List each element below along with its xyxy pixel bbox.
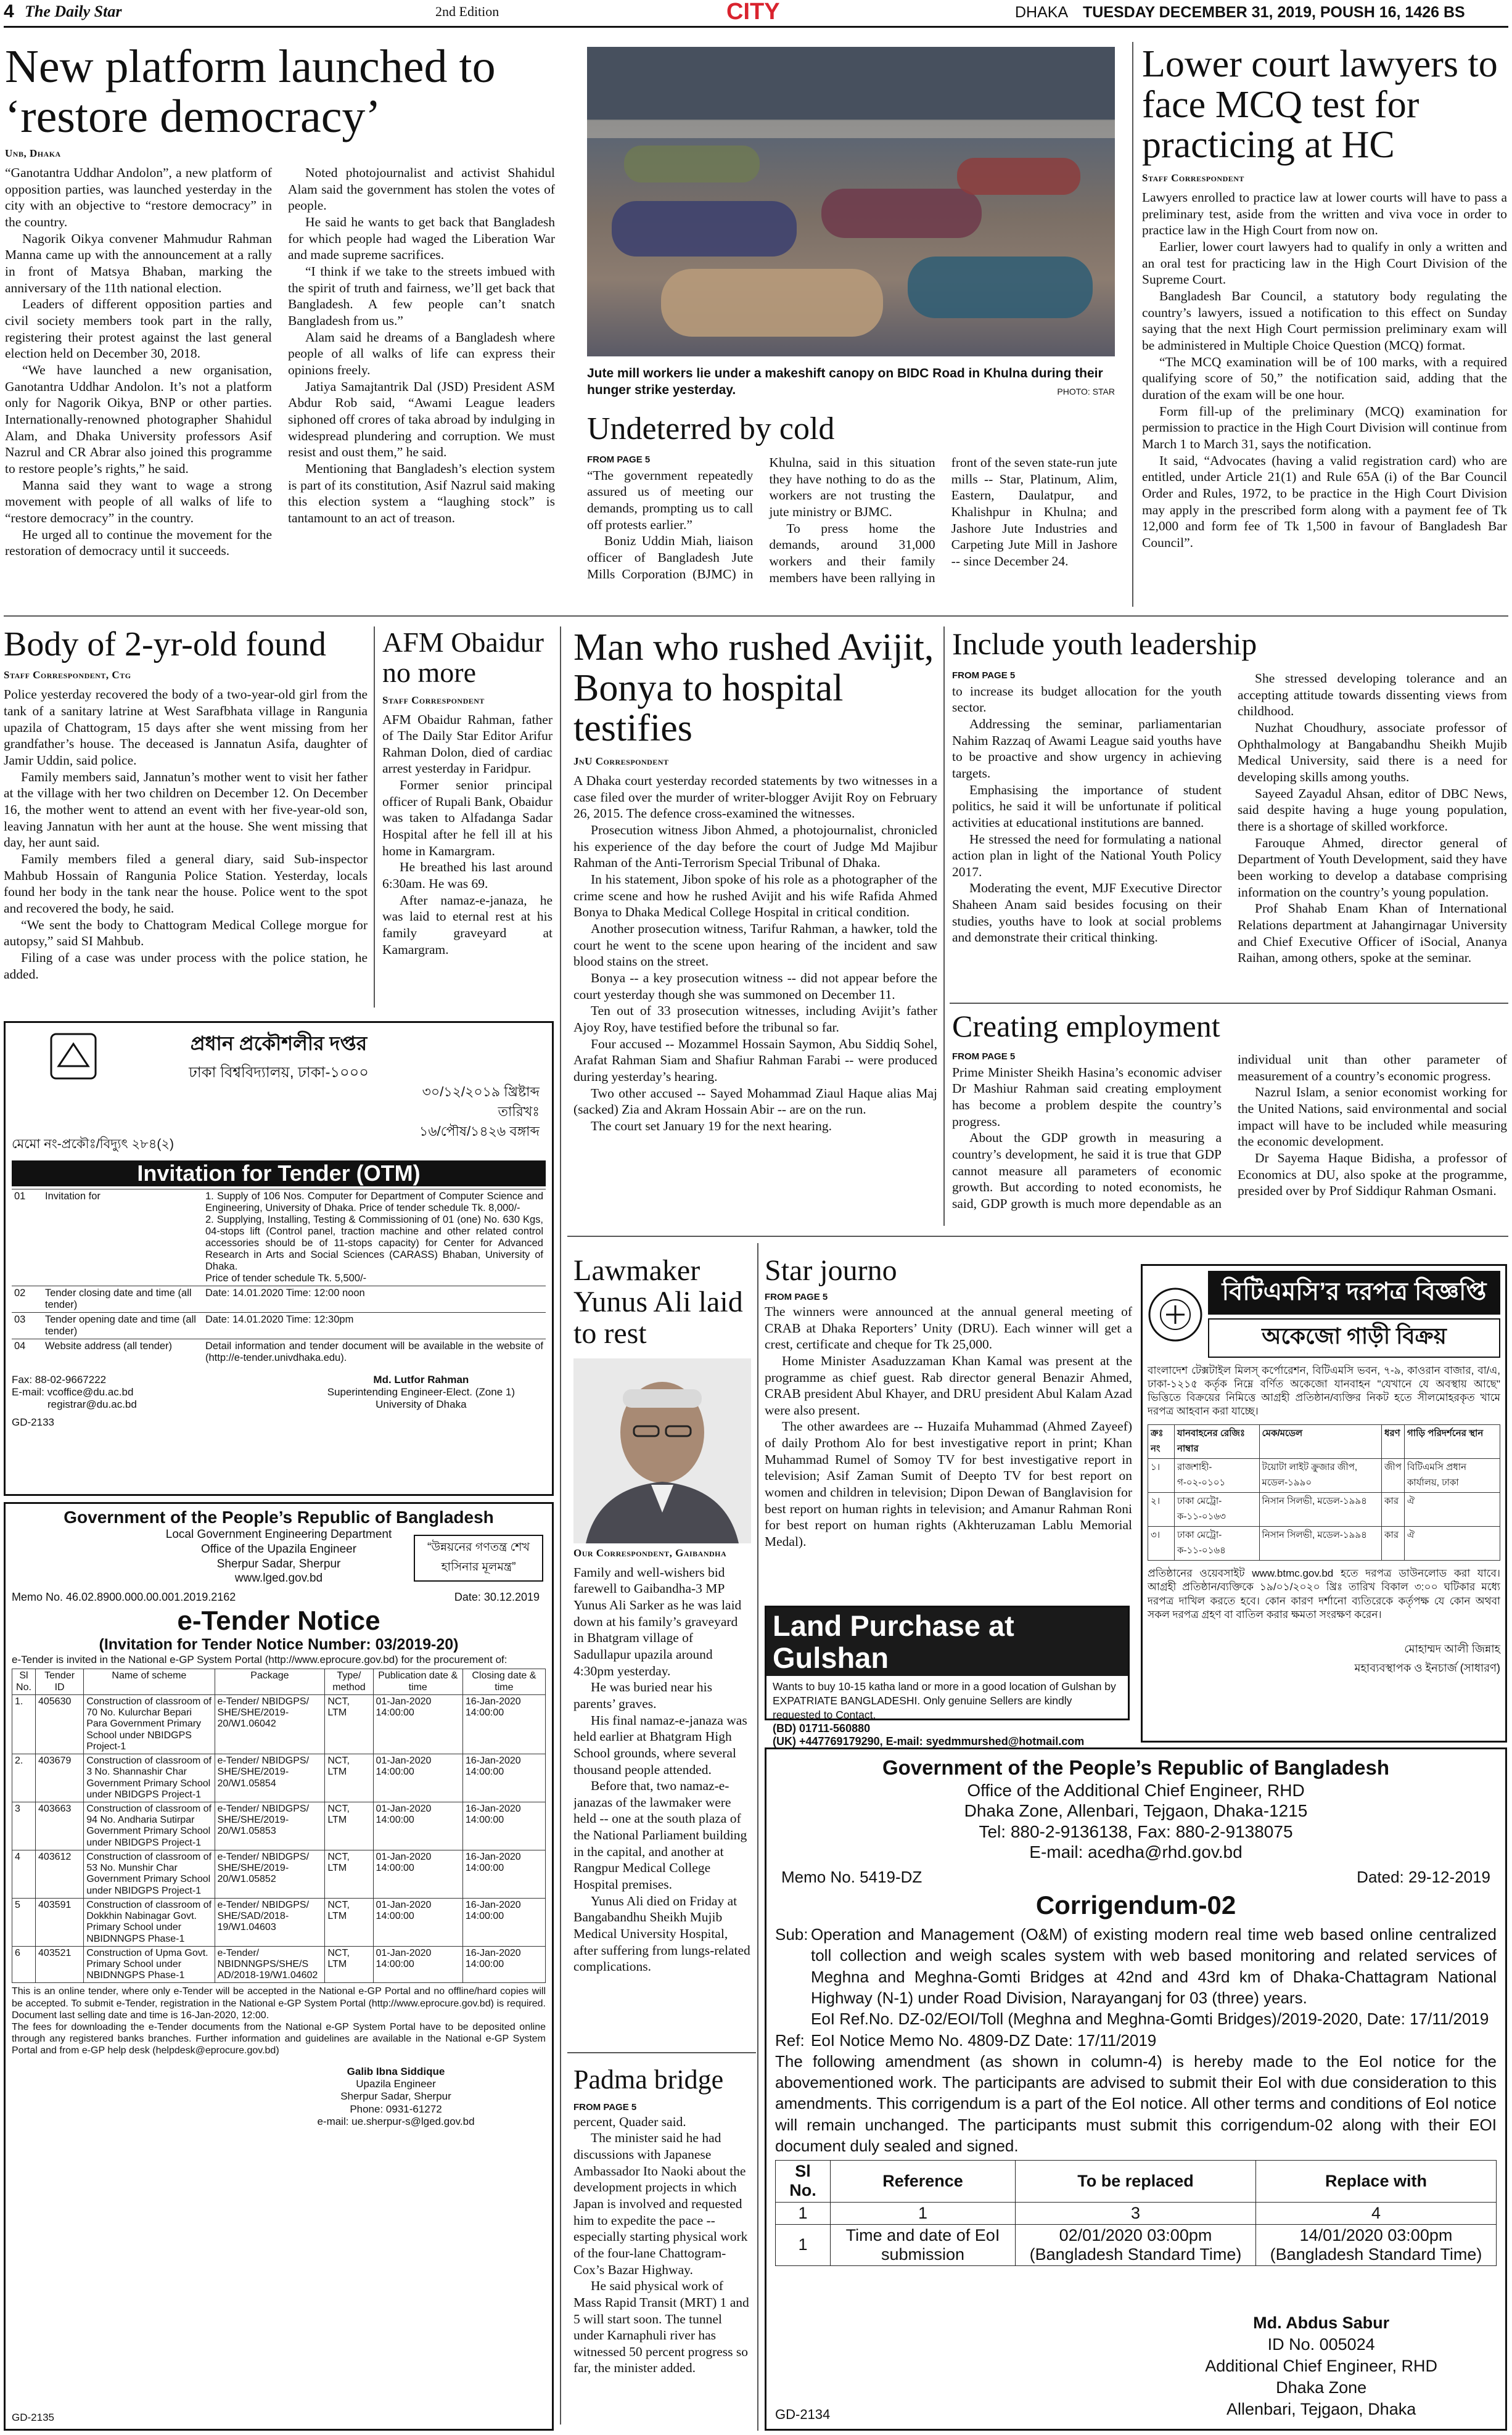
headline: AFM Obaidur no more: [382, 628, 544, 688]
notice-title: e-Tender Notice: [177, 1606, 380, 1636]
headline: Man who rushed Avijit, Bonya to hospital testifies: [573, 628, 934, 750]
memo-no: Memo No. 46.02.8900.000.00.001.2019.2162: [12, 1591, 236, 1603]
article-body: percent, Quader said. The minister said he had discussions with Japanese Ambassador Ito Naoki about the development projects in which Japan is involved and requested him to expedite the pace -- especially starting physical work of the four-lane Chattogram-Cox’s Bazar Highway. He said physical work of Mass Rapid Transit (MRT) 1 and 5 will start soon. The tunnel under Karnaphuli river has witnessed 50 percent progress so far, the minister added.: [573, 2114, 749, 2376]
table-cell: NCT, LTM: [325, 1802, 373, 1850]
article-body: AFM Obaidur Rahman, father of The Daily Star Editor Arifur Rahman Dolon, died of cardiac arrest yesterday in Faridpur. Former senior principal officer of Rupali Bank, Obaidur was taken to Alfadanga Sadar Hospital after he fell ill at his home in Kamargram. He breathed his last around 6:30am. He was 69. After namaz-e-janaza, he was laid to eternal rest at his family graveyard at Kamargram.: [382, 712, 553, 957]
ad-text-2: প্রতিষ্ঠানের ওয়েবসাইট www.btmc.gov.bd হতে দরপত্র ডাউনলোড করা যাবে। আগ্রহী প্রতিষ্ঠান/ব্যক্তিকে ১৯/০১/২০২০ খ্রিঃ তারিখ বিকাল ৩:০০ ঘটিকার মধ্যে দরপত্র দাখিল করতে হবে। কোন কারণ দর্শানো ব্যতিরেকে কর্তৃপক্ষ যে কোন অথবা সকল দরপত্র গ্রহণ বা বাতিল করার ক্ষমতা সংরক্ষণ করেন।: [1148, 1567, 1500, 1620]
table-cell: ২।: [1148, 1493, 1175, 1527]
notice-subtitle: (Invitation for Tender Notice Number: 03/2019-20): [99, 1636, 459, 1654]
table-cell: Construction of classroom of Dokkhin Nabinagar Govt. Primary School under NBIDNNGPS Phase-1: [84, 1898, 215, 1946]
land-purchase-ad: [765, 1606, 1130, 1747]
rhd-corrigendum-ad: Government of the People’s Republic of Bangladesh Office of the Additional Chief Engineer, RHD Dhaka Zone, Allenbari, Tejgaon, Dhaka-1215 Tel: 880-2-9136138, Fax: 880-2-9138075 E-mail: acedha@rhd.gov.bd Memo No. 5419-DZ Dated: 29-12-2019 Corrigendum-02 Sub: Operation and Management (O&M) of existing modern real time web based online centralized toll collection and weigh scales system with web based monitoring and related services of Meghna and Meghna-Gomti Bridges at 42nd and 43rd km of Dhaka-Chattagram National Highway (N-1) under Road Division, Narayanganj for 03 (three) years. EoI Ref.No. DZ-02/EOI/Toll (Meghna and Meghna-Gomti Bridges)/2019-2020, Date: 17/11/2019 Ref: EoI Notice Memo No. 4809-DZ Date: 17/11/2019 The following amendment (as shown in column-4) is hereby made to the EoI notice for the abovementioned work. The participants are advised to submit their EoI with due consideration to this amendments. This corrigendum is a part of the EoI notice. All other terms and conditions of EoI notice will remain unchanged. The participants must submit this corrigendum-02 along with their EOI document duly sealed and signed. Sl No. Reference To be replaced Replace with 1 1 3 4 1 Time and date of EoI submission 02/01/2020 03:00pm (Bangladesh Standard Time) 14/01/2020 03:00pm (Bangladesh Standard Time) Md. Abdus Sabur ID No. 005024 Additional Chief Engineer, RHD Dhaka Zone Allenbari, Tejgaon, Dhaka GD-2134: [765, 1747, 1507, 2431]
ad-text: বাংলাদেশ টেক্সটাইল মিলস্ কর্পোরেশন, বিটিএমসি ভবন, ৭-৯, কাওরান বাজার, বা/এ, ঢাকা-১২১৫ কর্তৃক নিম্নে বর্ণিত অকেজো যানবাহন "যেখানে যে অবস্থায় আছে" ভিত্তিতে বিক্রয়ের নিমিত্তে আগ্রহী প্রতিষ্ঠান/ব্যক্তির নিকট হতে সীলমোহরকৃত খামে দরপত্র আহবান করা যাচ্ছে।: [1148, 1365, 1500, 1418]
table-cell: 16-Jan-2020 14:00:00: [462, 1694, 545, 1754]
table-row: [12, 1898, 546, 1946]
photo-caption: Jute mill workers lie under a makeshift canopy on BIDC Road in Khulna during their hunger strike yesterday. PHOTO: STAR: [587, 366, 1115, 398]
ad-title: Land Purchase at Gulshan: [766, 1608, 1128, 1676]
article-star-journo: [765, 1255, 1132, 1613]
section-name: CITY: [726, 0, 780, 25]
column-header: গাড়ি পরিদর্শনের স্থান: [1404, 1425, 1500, 1459]
notice-title: Invitation for Tender (OTM): [12, 1160, 546, 1186]
notice-body: The following amendment (as shown in column-4) is hereby made to the EoI notice for the abovementioned work. The participants are advised to submit their EoI with due consideration to this amendments. This corrigendum is a part of the EoI notice. All other terms and conditions of EoI notice will remain unchanged. The participants must submit this corrigendum-02 along with their EOI document duly sealed and signed.: [775, 2051, 1497, 2156]
row-label: Invitation for: [45, 1191, 101, 1202]
table-cell: ঐ: [1404, 1527, 1500, 1561]
from-page: FROM PAGE 5: [573, 2101, 637, 2113]
byline: Staff Correspondent: [1142, 172, 1244, 184]
table-row: [12, 1694, 546, 1754]
du-tender-ad: প্রধান প্রকৌশলীর দপ্তর ঢাকা বিশ্ববিদ্যালয়, ঢাকা-১০০০ ৩০/১২/২০১৯ খ্রিষ্টাব্দ তারিখঃ ১৬/পৌষ/১৪২৬ বঙ্গাব্দ মেমো নং-প্রকৌঃ/বিদ্যুৎ ২৮৪(২) Invitation for Tender (OTM) 01 Invitation for 1. Supply of 106 Nos. Computer for Department of Computer Science and Engineering, University of Dhaka. Price of tender schedule Tk. 8,000/- 2. Supplying, Installing, Testing & Commissioning of 01 (one) No. 630 Kgs, 04-stops lift (Control panel, traction machine and other related control accessories should be of 11-stops capacity) for Center for Advanced Research in Arts and Social Sciences (CARASS) Bhaban, University of Dhaka. Price of tender schedule Tk. 5,500/- 02 Tender closing date and time (all tender) Date: 14.01.2020 Time: 12:00 noon 03 Tender opening date and time (all tender) Date: 14.01.2020 Time: 12:30pm 04 Website address (all tender) Detail information and tender document will be available in the website of (http://e-tender.univdhaka.edu). Fax: 88-02-9667222 E-mail: vcoffice@du.ac.bd registrar@du.ac.bd GD-2133 Md. Lutfor Rahman Superintending Engineer-Elect. (Zone 1) University of Dhaka: [4, 1021, 554, 1496]
column-header: ক্রঃ নং: [1148, 1425, 1175, 1459]
article-body: A Dhaka court yesterday recorded statements by two witnesses in a case filed over the murder of writer-blogger Avijit Roy on February 26, 2015. The defence cross-examined the witnesses. Prosecution witness Jibon Ahmed, a photojournalist, chronicled his experience of the day before the court of Judge Md Majibur Rahman of the Anti-Terrorism Special Tribunal of Dhaka. In his statement, Jibon spoke of his role as a photographer of the crime scene and how he rushed Avijit and his wife Rafida Ahmed Bonya to Dhaka Medical College Hospital in critical condition. Another prosecution witness, Tarifur Rahman, a hawker, told the court he went to the scene upon hearing of the incident and saw blood stains on the street. Bonya -- a key prosecution witness -- did not appear before the court yesterday though she was summoned on December 11. Ten out of 33 prosecution witnesses, including Avijit’s father Ajoy Roy, have testified before the tribunal so far. Four accused -- Mozammel Hossain Saymon, Abu Siddiq Sohel, Arafat Rahman Siam and Shafiur Rahman Farabi -- were produced during yesterday’s hearing. Two other accused -- Sayed Mohammad Ziaul Haque alias Maj (sacked) Zia and Akram Hossain Abir -- are on the run. The court set January 19 for the next hearing.: [573, 773, 937, 1133]
tender-table: [12, 1189, 546, 1365]
article-lawmaker: [573, 1255, 751, 2051]
byline: JnU Correspondent: [573, 755, 669, 768]
headline: Creating employment: [952, 1010, 1220, 1043]
table-cell: 16-Jan-2020 14:00:00: [462, 1754, 545, 1802]
date-bn: ১৬/পৌষ/১৪২৬ বঙ্গাব্দ: [419, 1123, 540, 1139]
table-cell: 403521: [35, 1946, 83, 1983]
column-header: Name of scheme: [84, 1669, 215, 1694]
table-cell: NCT, LTM: [325, 1946, 373, 1983]
table-cell: e-Tender/ NBIDGPS/ SHE/SHE/2019-20/W1.05853: [215, 1802, 325, 1850]
table-cell: 01-Jan-2020 14:00:00: [373, 1898, 462, 1946]
table-row: [12, 1312, 546, 1339]
table-cell: 01-Jan-2020 14:00:00: [373, 1850, 462, 1898]
table-cell: 01-Jan-2020 14:00:00: [373, 1754, 462, 1802]
signature-block: [1148, 1640, 1500, 1678]
table-cell: 405630: [35, 1694, 83, 1754]
column-header: যানবাহনের রেজিঃ নাম্বার: [1174, 1425, 1259, 1459]
article-body: FROM PAGE 5 to increase its budget allocation for the youth sector. Addressing the seminar, parliamentarian Nahim Razzaq of Awami League said youths have to be proactive and show urgency in achieving targets. Emphasising the importance of student politics, he said it will be unfortunate if political activities at educational institutions are banned. He stressed the need for formulating a national action plan in light of the National Youth Policy 2017. Moderating the event, MJF Executive Director Shaheen Anam said besides focusing on their studies, youths have to look at social problems and demonstrate their critical thinking. She stressed developing tolerance and an accepting attitude towards dissenting views from childhood. Nuzhat Choudhury, associate professor of Ophthalmology at Bangabandhu Sheikh Mujib Medical University, said there is a need for developing skills among youths. Sayeed Zayadul Ahsan, editor of DBC News, said despite having a huge young population, there is a shortage of skilled workforce. Farouque Ahmed, director general of Department of Youth Development, said they have been working to develop a database comprising information on the country’s young population. Prof Shahab Enam Khan of International Relations department at Jahangirnagar University and Chief Executive Officer of iSocial, Ananya Raihan, among others, spoke at the seminar.: [952, 670, 1507, 966]
amendment-table: Sl No. Reference To be replaced Replace with 1 1 3 4 1 Time and date of EoI submission 02/01/2020 03:00pm (Bangladesh Standard Time) 14/01/2020 03:00pm (Bangladesh Standard Time): [775, 2160, 1497, 2265]
row-number: 01: [14, 1191, 26, 1202]
article-obituary: [382, 628, 553, 1008]
article-employment: [952, 1010, 1507, 1227]
table-cell: NCT, LTM: [325, 1850, 373, 1898]
row-value: Date: 14.01.2020 Time: 12:30pm: [205, 1313, 354, 1325]
article-new-platform: [5, 42, 555, 603]
headline: Body of 2-yr-old found: [4, 626, 327, 663]
row-number: 03: [14, 1313, 26, 1325]
date-en: ৩০/১২/২০১৯ খ্রিষ্টাব্দ: [422, 1084, 540, 1099]
table-cell: Construction of classroom of 94 No. Andharia Sutirpar Government Primary School under NBIDGPS Project-1: [84, 1802, 215, 1850]
byline: Staff Correspondent: [382, 694, 485, 706]
page-header: [4, 0, 1508, 26]
headline: Padma bridge: [573, 2066, 724, 2095]
memo-no: Memo No. 5419-DZ: [781, 1867, 922, 1886]
eoi-ref: EoI Ref.No. DZ-02/EOI/Toll (Meghna and Meghna-Gomti Bridges)/2019-2020, Date: 17/11/2019: [811, 2010, 1489, 2029]
row-number: 04: [14, 1340, 26, 1352]
table-cell: 01-Jan-2020 14:00:00: [373, 1694, 462, 1754]
office-title: প্রধান প্রকৌশলীর দপ্তর: [190, 1032, 368, 1054]
row-value: Detail information and tender document will be available in the website of (http://e-tender.univdhaka.edu).: [205, 1340, 543, 1363]
subject: Operation and Management (O&M) of existing modern real time web based online centralized toll collection and weigh scales system with web based monitoring and related services of Meghna and Meghna-Gomti Bridges at 42nd and 43rd km of Dhaka-Chattagram National Highway (N-1) under Road Division, Narayanganj for 03 (three) years.: [811, 1924, 1497, 2007]
office-line-2: Dhaka Zone, Allenbari, Tejgaon, Dhaka-1215: [964, 1801, 1308, 1821]
gov-title: Government of the People’s Republic of Bangladesh: [882, 1756, 1390, 1779]
row-value: 1. Supply of 106 Nos. Computer for Department of Computer Science and Engineering, University of Dhaka. Price of tender schedule Tk. 8,000/- 2. Supplying, Installing, Testing & Commissioning of 01 (one) No. 630 Kgs, 04-stops lift (Control panel, traction machine and other related control accessories should be of 11-stops capacity) for Center for Advanced Research in Arts and Social Sciences (CARASS) Bhaban, University of Dhaka. Price of tender schedule Tk. 5,500/-: [205, 1191, 543, 1284]
table-cell: e-Tender/ NBIDGPS/ SHE/SHE/2019-20/W1.05852: [215, 1850, 325, 1898]
table-cell: রাজশাহী-গ-০২-০১০১: [1174, 1459, 1259, 1493]
row-label: Tender closing date and time (all tender): [45, 1287, 192, 1310]
table-row: [1148, 1493, 1500, 1527]
table-row: [1148, 1459, 1500, 1493]
table-cell: Construction of classroom of 53 No. Munshir Char Government Primary School under NBIDGPS Project-1: [84, 1850, 215, 1898]
table-cell: 2.: [12, 1754, 36, 1802]
ad-text: Wants to buy 10-15 katha land or more in a good location of Gulshan by EXPATRIATE BANGLADESHI. Only genuine Sellers are kindly requested to Contact.: [773, 1680, 1116, 1721]
article-undeterred: [587, 412, 1117, 607]
table-cell: 01-Jan-2020 14:00:00: [373, 1802, 462, 1850]
article-body: “Ganotantra Uddhar Andolon”, a new platform of opposition parties, was launched yesterday in the city with an objective to “restore democracy” in the country. Nagorik Oikya convener Mahmudur Rahman Manna came up with the announcement at a rally in front of Matsya Bhaban, marking the anniversary of the 11th national election. Leaders of different opposition parties and civil society members took part in the rally, registering their protest against the last general election held on December 30, 2018. “We have launched a new organisation, Ganotantra Uddhar Andolon. It’s not a platform only for Nagorik Oikya, BNP or other parties. Internationally-renowned photographer Shahidul Alam, and Dhaka University professors Asif Nazrul and CR Abrar also joined this programme to restore people’s rights,” he said. Manna said they want to wage a strong movement with people of all walks of life to “restore democracy” in the country. He urged all to continue the movement for the restoration of democracy until it succeeds. Noted photojournalist and activist Shahidul Alam said the government has stolen the votes of people. He said he wants to get back that Bangladesh for which people had waged the Liberation War and made supreme sacrifices. “I think if we take to the streets imbued with the spirit of truth and fairness, we’ll get back that Bangladesh. A few people can’t snatch Bangladesh from us.” Alam said he dreams of a Bangladesh where people of all walks of life can express their opinions freely. Jatiya Samajtantrik Dal (JSD) President ASM Abdur Rob said, “Awami League leaders siphoned off crores of taka abroad by indulging in widespread plundering and corruption. We must resist and oust them,” he said. Mentioning that Bangladesh’s election system is part of its constitution, Asif Nazrul said making this election system a “laughing stock” is tantamount to an act of treason.: [5, 165, 555, 559]
article-avijit: [573, 628, 937, 1226]
column-header: Closing date & time: [462, 1669, 545, 1694]
table-cell: 403679: [35, 1754, 83, 1802]
from-page: FROM PAGE 5: [765, 1291, 828, 1302]
table-cell: Construction of Upma Govt. Primary School under NBIDNNGPS Phase-1: [84, 1946, 215, 1983]
signer-name: Md. Lutfor Rahman: [373, 1373, 469, 1386]
table-row: [12, 1802, 546, 1850]
table-row: [12, 1946, 546, 1983]
table-cell: ৩।: [1148, 1527, 1175, 1561]
table-cell: 5: [12, 1898, 36, 1946]
table-cell: কার: [1382, 1527, 1405, 1561]
headline: Include youth leadership: [952, 628, 1257, 661]
row-label: Tender opening date and time (all tender): [45, 1313, 196, 1337]
column-header: মেক/মডেল: [1259, 1425, 1381, 1459]
article-body: FROM PAGE 5 Prime Minister Sheikh Hasina’s economic adviser Dr Mashiur Rahman said creating employment has become a problem despite the country’s progress. About the GDP growth in measuring a country’s development, he said it is true that GDP cannot measure all parameters of economic growth. But according to noted economists, he said, GDP growth is much more dependable as an individual unit than other parameter of measurement of a country’s economic progress. Nazrul Islam, a senior economist working for the United Nations, said environmental and social impact will have to be included while measuring the economic development. Dr Sayema Haque Bidisha, a professor of Economics at DU, also spoke at the programme, presided over by Prof Siddiqur Rahman Osmani.: [952, 1051, 1507, 1211]
footnote-2: The fees for downloading the e-Tender documents from the National e-GP System Portal have to be deposited online through any registered banks branches. Further information and guidelines are available in the National e-GP System Portal and from e-GP help desk (helpdesk@eprocure.gov.bd): [12, 2022, 546, 2056]
table-cell: নিসান সিলভী, মডেল-১৯৯৪: [1259, 1493, 1381, 1527]
news-photo: [587, 47, 1115, 356]
ad-title: বিটিএমসি’র দরপত্র বিজ্ঞপ্তি: [1208, 1271, 1500, 1315]
table-cell: 16-Jan-2020 14:00:00: [462, 1946, 545, 1983]
headline: Lawmaker Yunus Ali laid to rest: [573, 1255, 743, 1350]
column-header: Sl No.: [12, 1669, 36, 1694]
table-cell: কার: [1382, 1493, 1405, 1527]
headline: New platform launched to ‘restore democracy’: [5, 42, 496, 142]
table-cell: e-Tender/ NBIDGPS/ SHE/SHE/2019-20/W1.06042: [215, 1694, 325, 1754]
table-cell: NCT, LTM: [325, 1694, 373, 1754]
motto-box: “উন্নয়নের গণতন্ত্র শেখ হাসিনার মূলমন্ত্র”: [414, 1535, 543, 1582]
dateline-city: DHAKA: [1015, 4, 1069, 21]
article-body-found: [4, 626, 368, 1008]
column-header: ধরণ: [1382, 1425, 1405, 1459]
table-cell: e-Tender/ NBIDGPS/ SHE/SHE/2019-20/W1.05854: [215, 1754, 325, 1802]
article-body: Lawyers enrolled to practice law at lower courts will have to pass a preliminary test, aside from the written and viva voce in order to practice law in the High Court from now on. Earlier, lower court lawyers had to qualify in only a written and an oral test for practicing law in the High Court Division of the Supreme Court. Bangladesh Bar Council, a statutory body regulating the country’s lawyers, issued a notification to this effect on Sunday saying that the next High Court permission preliminary exam will be administered in Multiple Choice Question (MCQ) format. “The MCQ examination will be of 100 marks, with a required qualifying score of 50,” the notification said, adding that the duration of the exam will be one hour. Form fill-up of the preliminary (MCQ) examination for permission to practice in the High Court Division will continue from March 1 to March 31, says the notification. It said, “Advocates (having a valid registration card) who are entitled, under Article 21(1) and Rule 65A (i) of the Bar Council Order and Rules, 1972, to be practice in the High Court Division may apply in the prescribed form along with a payment fee of Tk 12,000 and form fee of Tk 1,500 in favour of Bangladesh Bar Council”.: [1142, 190, 1507, 550]
table-cell: টয়োটা লাইট ক্রুজার জীপ, মডেল-১৯৯০: [1259, 1459, 1381, 1493]
edition-label: 2nd Edition: [435, 4, 499, 19]
vehicle-table: [1148, 1424, 1500, 1561]
byline: Unb, Dhaka: [5, 147, 61, 160]
person-portrait: [573, 1358, 751, 1543]
table-row: [1148, 1527, 1500, 1561]
ad-code: GD-2133: [12, 1416, 54, 1428]
table-cell: নিসান সিলভী, মডেল-১৯৯৪: [1259, 1527, 1381, 1561]
du-logo: [49, 1032, 98, 1081]
table-cell: 3: [12, 1802, 36, 1850]
table-cell: e-Tender/ NBIDNNGPS/SHE/S AD/2018-19/W1.04602: [215, 1946, 325, 1983]
tender-table: [12, 1669, 546, 1983]
article-padma: [573, 2066, 751, 2431]
memo-no: মেমো নং-প্রকৌঃ/বিদ্যুৎ ২৮৪(২): [12, 1137, 175, 1151]
row-value: Date: 14.01.2020 Time: 12:00 noon: [205, 1287, 365, 1299]
table-cell: বিটিএমসি প্রধান কার্যালয়, ঢাকা: [1404, 1459, 1500, 1493]
table-cell: 1.: [12, 1694, 36, 1754]
table-cell: ঢাকা মেট্রো-ক-১১-০১৬৩: [1174, 1493, 1259, 1527]
table-row: [12, 1754, 546, 1802]
btmc-logo: [1148, 1287, 1203, 1342]
table-cell: জীপ: [1382, 1459, 1405, 1493]
table-cell: 403663: [35, 1802, 83, 1850]
signer-title: মহাব্যবস্থাপক ও ইনচার্জ (সাধারণ): [1354, 1661, 1500, 1674]
ad-phone-uk: (UK) +447769179290, E-mail: syedmmurshed@hotmail.com: [773, 1735, 1085, 1747]
portrait-photo: [573, 1358, 751, 1543]
table-row: [12, 1850, 546, 1898]
ad-phone-bd: (BD) 01711-560880: [773, 1722, 871, 1735]
table-cell: NCT, LTM: [325, 1754, 373, 1802]
table-row: [12, 1286, 546, 1312]
table-cell: 16-Jan-2020 14:00:00: [462, 1802, 545, 1850]
table-cell: Construction of classroom of 70 No. Kulurchar Bepari Para Government Primary School under NBIDGPS Project-1: [84, 1694, 215, 1754]
page-number: 4: [4, 1, 14, 22]
table-cell: 16-Jan-2020 14:00:00: [462, 1850, 545, 1898]
article-body: FROM PAGE 5 “The government repeatedly assured us of meeting our demands, prompting us to call off protests earlier.” Boniz Uddin Miah, liaison officer of Bangladesh Jute Mills Corporation (BJMC) in Khulna, said in this situation they have nothing to do as the workers are not trusting the jute ministry or BJMC. To press home the demands, around 31,000 workers and their family members have been rallying in front of the seven state-run jute mills -- Star, Platinum, Alim, Eastern, Daulatpur, and Khalishpur in Khulna; and Jashore Jute Industries and Carpeting Jute Mill in Jashore -- since December 24.: [587, 454, 1117, 585]
row-number: 02: [14, 1287, 26, 1299]
article-body: Police yesterday recovered the body of a two-year-old girl from the tank of a sanitary latrine at West Sarafbhata village in Rangunia upazila of Chattogram, 15 days after she went missing from her grandfather’s house. The deceased is Jannatun Asifa, daughter of Jamir Uddin, said police. Family members said, Jannatun’s mother went to visit her father at the village with her two children on December 12. On December 16, the mother went to attend an event with her five-year-old son, leaving Jannatun with her aunt at the house. She went missing that day, her aunt said. Family members filed a general diary, said Sub-inspector Mahbub Hossain of Rangunia Police Station. Yesterday, locals found her body in the tank near the house. Police went to the spot and recovered the body, he said. “We sent the body to Chattogram Medical College morgue for autopsy,” said SI Mahbub. Filing of a case was under process with the police station, he added.: [4, 687, 368, 982]
table-cell: ঐ: [1404, 1493, 1500, 1527]
headline: Star journo: [765, 1255, 897, 1287]
tel-fax: Tel: 880-2-9136138, Fax: 880-2-9138075: [979, 1821, 1293, 1841]
memo-date: Dated: 29-12-2019: [1357, 1867, 1490, 1886]
headline: Undeterred by cold: [587, 412, 835, 446]
office-line-1: Office of the Additional Chief Engineer, RHD: [967, 1780, 1305, 1800]
byline: Our Correspondent, Gaibandha: [573, 1546, 727, 1559]
table-cell: NCT, LTM: [325, 1898, 373, 1946]
office-address: ঢাকা বিশ্ববিদ্যালয়, ঢাকা-১০০০: [189, 1064, 369, 1081]
gov-title: Government of the People’s Republic of Bangladesh: [64, 1508, 494, 1527]
table-row: [12, 1339, 546, 1365]
reference: EoI Notice Memo No. 4809-DZ Date: 17/11/2019: [811, 2031, 1157, 2050]
hunger-strike-photo: [587, 47, 1115, 356]
table-cell: Construction of classroom of 3 No. Shannashir Char Government Primary School under NBIDGPS Project-1: [84, 1754, 215, 1802]
ad-subtitle: অকেজো গাড়ী বিক্রয়: [1208, 1318, 1500, 1358]
table-cell: ঢাকা মেট্রো-ক-১১-০১৬৪: [1174, 1527, 1259, 1561]
notice-title: Corrigendum-02: [1035, 1890, 1236, 1920]
table-cell: e-Tender/ NBIDGPS/ SHE/SAD/2018-19/W1.04603: [215, 1898, 325, 1946]
table-cell: ১।: [1148, 1459, 1175, 1493]
byline: Staff Correspondent, Ctg: [4, 669, 131, 681]
signer-name: Md. Abdus Sabur: [1253, 2313, 1390, 2332]
table-cell: 403591: [35, 1898, 83, 1946]
signature-block: Md. Abdus Sabur ID No. 005024 Additional Chief Engineer, RHD Dhaka Zone Allenbari, Tejgaon, Dhaka: [1205, 2313, 1437, 2418]
ad-code: GD-2134: [775, 2407, 831, 2422]
row-label: Website address (all tender): [45, 1340, 173, 1352]
signer-name: Galib Ibna Siddique: [347, 2065, 445, 2077]
article-body: The winners were announced at the annual general meeting of CRAB at Dhaka Reporters’ Unity (DRU). Each winner will get a crest, certificate and cheque for Tk 25,000. Home Minister Asaduzzaman Khan Kamal was present at the programme as chief guest. Rab director general Benazir Ahmed, CRAB president Abul Khayer, and DRU president Abul Kalam Azad were also present. The other awardees are -- Huzaifa Muhammad (Ahmed Zayeef) of daily Prothom Alo for best investigative report in print; Khan Muhammad Rumel of Somoy TV for best investigative report in television; Asif Zaman Sumit of Deepto TV for best report on women and children in television; Dipon Dewan of Banglavision for best report on human rights in television; and Amanur Rahman Roni for best report on human rights (Akhteruzaman Lablu Memorial Medal).: [765, 1304, 1132, 1550]
btmc-tender-ad: [1141, 1264, 1507, 1743]
table-cell: 403612: [35, 1850, 83, 1898]
column-header: Package: [215, 1669, 325, 1694]
masthead: The Daily Star: [25, 2, 122, 20]
table-cell: 6: [12, 1946, 36, 1983]
table-cell: 16-Jan-2020 14:00:00: [462, 1898, 545, 1946]
table-cell: 4: [12, 1850, 36, 1898]
column-header: Publication date & time: [373, 1669, 462, 1694]
email: E-mail: acedha@rhd.gov.bd: [1029, 1842, 1243, 1862]
photo-credit: PHOTO: STAR: [1057, 387, 1115, 397]
column-header: Tender ID: [35, 1669, 83, 1694]
footnote-1: This is an online tender, where only e-Tender will be accepted in the National e-GP Portal and no offline/hard copies will be accepted. To submit e-Tender, registration in the National e-GP System Portal (http://www.eprocure.gov.bd) is required. Document last selling date and time is 16-Jan-2020, 12:00.: [12, 1986, 546, 2021]
lged-etender-ad: Government of the People’s Republic of Bangladesh Local Government Engineering Department Office of the Upazila Engineer Sherpur Sadar, Sherpur www.lged.gov.bd “উন্নয়নের গণতন্ত্র শেখ হাসিনার মূলমন্ত্র” Memo No. 46.02.8900.000.00.001.2019.2162 Date: 30.12.2019 e-Tender Notice (Invitation for Tender Notice Number: 03/2019-20) e-Tender is invited in the National e-GP System Portal (http://www.eprocure.gov.bd) for the procurement of: Sl No. Tender ID Name of scheme Package Type/ method Publication date & time Closing date & time 1. 405630 Construction of classroom of 70 No. Kulurchar Bepari Para Government Primary School under NBIDGPS Project-1 e-Tender/ NBIDGPS/ SHE/SHE/2019-20/W1.06042 NCT, LTM 01-Jan-2020 14:00:00 16-Jan-2020 14:00:00 2. 403679 Construction of classroom of 3 No. Shannashir Char Government Primary School under NBIDGPS Project-1 e-Tender/ NBIDGPS/ SHE/SHE/2019-20/W1.05854 NCT, LTM 01-Jan-2020 14:00:00 16-Jan-2020 14:00:00 3 403663 Construction of classroom of 94 No. Andharia Sutirpar Government Primary School under NBIDGPS Project-1 e-Tender/ NBIDGPS/ SHE/SHE/2019-20/W1.05853 NCT, LTM 01-Jan-2020 14:00:00 16-Jan-2020 14:00:00 4 403612 Construction of classroom of 53 No. Munshir Char Government Primary School under NBIDGPS Project-1 e-Tender/ NBIDGPS/ SHE/SHE/2019-20/W1.05852 NCT, LTM 01-Jan-2020 14:00:00 16-Jan-2020 14:00:00 5 403591 Construction of classroom of Dokkhin Nabinagar Govt. Primary School under NBIDNNGPS Phase-1 e-Tender/ NBIDGPS/ SHE/SAD/2018-19/W1.04603 NCT, LTM 01-Jan-2020 14:00:00 16-Jan-2020 14:00:00 6 403521 Construction of Upma Govt. Primary School under NBIDNNGPS Phase-1 e-Tender/ NBIDNNGPS/SHE/S AD/2018-19/W1.04602 NCT, LTM 01-Jan-2020 14:00:00 16-Jan-2020 14:00:00 This is an online tender, where only e-Tender will be accepted in the National e-GP Portal and no offline/hard copies will be accepted. To submit e-Tender, registration in the National e-GP System Portal (http://www.eprocure.gov.bd) is required. Document last selling date and time is 16-Jan-2020, 12:00. The fees for downloading the e-Tender documents from the National e-GP System Portal have to be deposited online through any registered banks branches. Further information and guidelines are available in the National e-GP System Portal and from e-GP help desk (helpdesk@eprocure.gov.bd) Galib Ibna Siddique Upazila Engineer Sherpur Sadar, Sherpur Phone: 0931-61272 e-mail: ue.sherpur-s@lged.gov.bd GD-2135: [4, 1502, 554, 2431]
article-youth: [952, 628, 1507, 998]
headline: Lower court lawyers to face MCQ test for practicing at HC: [1142, 44, 1498, 166]
table-cell: 01-Jan-2020 14:00:00: [373, 1946, 462, 1983]
article-body: Family and well-wishers bid farewell to Gaibandha-3 MP Yunus Ali Sarker as he was laid down at his family’s graveyard in Bhatgram village of Sadullapur upazila around 4:30pm yesterday. He was buried near his parents’ graves. His final namaz-e-janaza was held earlier at Bhatgram High School grounds, where several thousand people attended. Before that, two namaz-e-janazas of the lawmaker were held -- one at the south plaza of the National Parliament building in the capital, and another at Rangpur Medical College Hospital premises. Yunus Ali died on Friday at Bangabandhu Sheikh Mujib Medical University Hospital, after suffering from lungs-related complications.: [573, 1564, 750, 1974]
memo-date: Date: 30.12.2019: [454, 1591, 540, 1603]
notice-intro: e-Tender is invited in the National e-GP System Portal (http://www.eprocure.gov.bd) for the procurement of:: [12, 1654, 507, 1666]
dateline: TUESDAY DECEMBER 31, 2019, POUSH 16, 1426 BS: [1083, 4, 1465, 21]
table-row: [12, 1189, 546, 1286]
signer-name: মোহাম্মদ আলী জিন্নাহ: [1404, 1642, 1500, 1655]
article-lower-court: [1142, 44, 1507, 607]
ad-code: GD-2135: [12, 2412, 54, 2423]
column-header: Type/ method: [325, 1669, 373, 1694]
